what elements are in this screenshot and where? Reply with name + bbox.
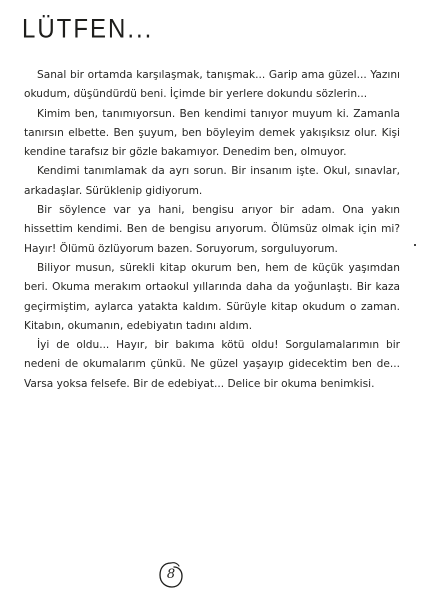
page-number: 8 — [166, 567, 176, 582]
page-title: LÜTFEN... — [22, 14, 154, 45]
paragraph-4: Bir söylence var ya hani, bengisu arıyor bir adam. Ona yakın hissettim kendimi. Ben de bengisu arıyorum. Ölümsüz olmak için mi? Hayır! Ölümü özlüyorum bazen. Soruyorum, sorguluyorum. — [24, 204, 400, 255]
paragraph-3: Kendimi tanımlamak da ayrı sorun. Bir insanım işte. Okul, sınavlar, arkadaşlar. Sürüklenip gidiyorum. — [24, 165, 400, 197]
stray-ink-mark — [414, 244, 416, 246]
body-text — [24, 66, 400, 394]
paragraph-1: Sanal bir ortamda karşılaşmak, tanışmak... Garip ama güzel... Yazını okudum, düşündürdü beni. İçimde bir yerlere dokundu sözlerin... — [24, 69, 400, 101]
page-number-badge — [157, 560, 185, 590]
paragraph-6: İyi de oldu... Hayır, bir bakıma kötü oldu! Sorgulamalarımın bir nedeni de okumalarım çünkü. Ne güzel yaşayıp gidecektim ben de... Varsa yoksa felsefe. Bir de edebiyat... Delice bir okuma benimkisi. — [24, 339, 400, 390]
paragraph-5: Biliyor musun, sürekli kitap okurum ben, hem de küçük yaşımdan beri. Okuma merakım ortaokul yıllarında daha da yoğunlaştı. Bir kaza geçirmiştim, aylarca yatakta kaldım. Sürüyle kitap okudum o zaman. Kitabın, okumanın, edebiyatın tadını aldım. — [24, 261, 400, 332]
paragraph-2: Kimim ben, tanımıyorsun. Ben kendimi tanıyor muyum ki. Zamanla tanırsın elbette. Ben şuyum, ben böyleyim demek yakışıksız olur. Kişi kendine tarafsız bir gözle bakamıyor. Denedim ben, olmuyor. — [24, 107, 400, 159]
